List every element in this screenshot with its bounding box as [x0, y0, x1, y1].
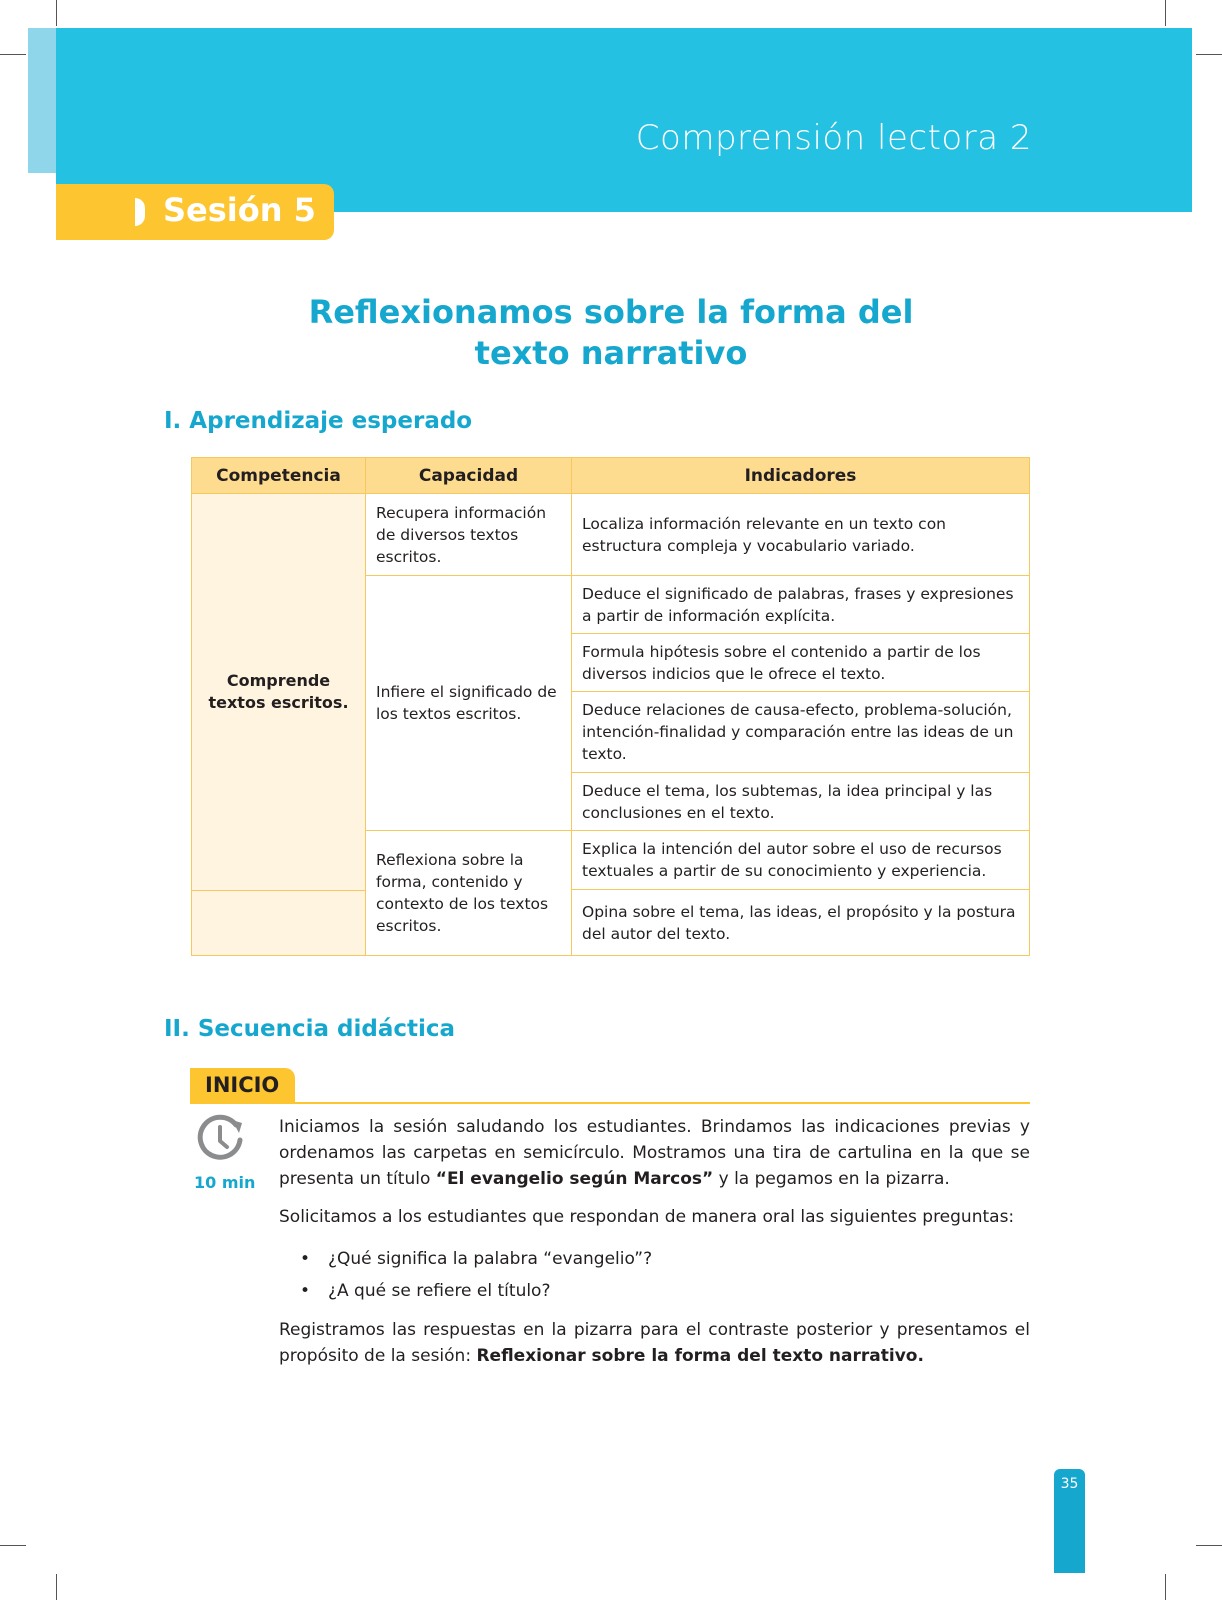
crop-mark	[1165, 0, 1166, 26]
list-item: • ¿A qué se refiere el título?	[300, 1275, 652, 1307]
crop-mark	[56, 0, 57, 26]
indicador-cell: Explica la intención del autor sobre el uso de recursos textuales a partir de su conocimiento y experiencia.	[572, 831, 1030, 890]
crop-mark	[1196, 1545, 1222, 1546]
capacidad-cell: Recupera información de diversos textos escritos.	[366, 494, 572, 576]
page-number: 35	[1060, 1476, 1079, 1492]
crop-mark	[1165, 1574, 1166, 1600]
paragraph-bold-title: “El evangelio según Marcos”	[435, 1169, 714, 1189]
page-title-line2: texto narrativo	[474, 334, 748, 372]
header-accent-strip	[28, 28, 56, 173]
page-title	[0, 292, 1222, 374]
page-title-line1: Reflexionamos sobre la forma del	[308, 293, 914, 331]
learning-table	[191, 457, 1030, 956]
paragraph-text: Registramos las respuestas en la pizarra para el contraste posterior y presentamos el propósito de la sesión:	[279, 1320, 1030, 1366]
question-list	[300, 1243, 652, 1307]
indicador-cell: Deduce relaciones de causa-efecto, problema-solución, intención-finalidad y comparación entre las ideas de un texto.	[572, 692, 1030, 773]
book-title: Comprensión lectora 2	[635, 118, 1032, 158]
indicador-cell: Opina sobre el tema, las ideas, el propósito y la postura del autor del texto.	[572, 890, 1030, 956]
inicio-paragraph-2: Solicitamos a los estudiantes que respondan de manera oral las siguientes preguntas:	[279, 1207, 1015, 1227]
time-label: 10 min	[194, 1173, 256, 1192]
clock-icon	[196, 1114, 246, 1164]
inicio-divider	[190, 1102, 1030, 1104]
crop-mark	[0, 54, 26, 55]
crop-mark	[1196, 54, 1222, 55]
table-header-competencia: Competencia	[192, 458, 366, 494]
inicio-paragraph-3	[279, 1317, 1030, 1369]
crop-mark	[56, 1574, 57, 1600]
table-header-capacidad: Capacidad	[366, 458, 572, 494]
paragraph-text: y la pegamos en la pizarra.	[713, 1169, 950, 1189]
competencia-cell: Comprende textos escritos.	[192, 494, 366, 891]
paragraph-bold-purpose: Reflexionar sobre la forma del texto narrativo.	[476, 1346, 924, 1366]
capacidad-cell: Infiere el significado de los textos escritos.	[366, 576, 572, 831]
indicador-cell: Localiza información relevante en un texto con estructura compleja y vocabulario variado.	[572, 494, 1030, 576]
table-header-row	[192, 458, 1030, 494]
table-row	[192, 494, 1030, 576]
indicador-cell: Formula hipótesis sobre el contenido a partir de los diversos indicios que le ofrece el texto.	[572, 634, 1030, 692]
inicio-label: INICIO	[205, 1073, 280, 1097]
session-label: Sesión 5	[163, 191, 316, 229]
indicador-cell: Deduce el tema, los subtemas, la idea principal y las conclusiones en el texto.	[572, 773, 1030, 831]
paragraph-text: Iniciamos la sesión saludando los estudiantes. Brindamos las indicaciones previas y ordenamos las carpetas en semicírculo. Mostramos una tira de cartulina en la que se presenta un título	[279, 1117, 1030, 1189]
list-item: • ¿Qué significa la palabra “evangelio”?	[300, 1243, 652, 1275]
indicador-cell: Deduce el significado de palabras, frases y expresiones a partir de información explícita.	[572, 576, 1030, 634]
section-heading-secuencia: II. Secuencia didáctica	[164, 1016, 456, 1042]
competencia-empty-cell	[192, 891, 366, 956]
section-heading-aprendizaje: I. Aprendizaje esperado	[164, 408, 473, 434]
capacidad-cell: Reflexiona sobre la forma, contenido y contexto de los textos escritos.	[366, 831, 572, 956]
table-header-indicadores: Indicadores	[572, 458, 1030, 494]
crop-mark	[0, 1545, 26, 1546]
inicio-paragraph-1	[279, 1114, 1030, 1192]
